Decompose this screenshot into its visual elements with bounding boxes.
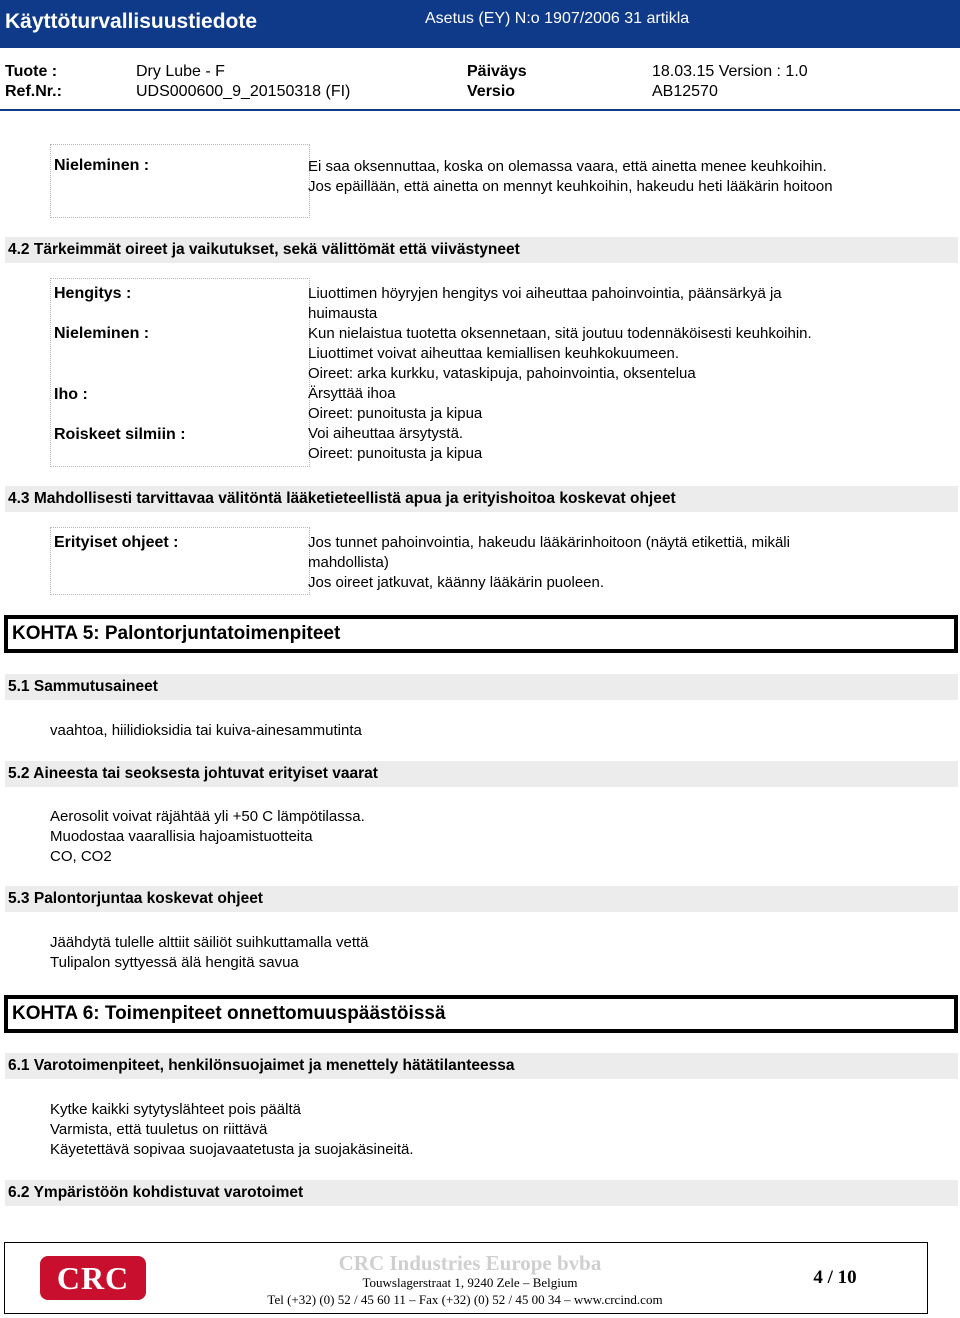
regulation-reference: Asetus (EY) N:o 1907/2006 31 artikla — [425, 10, 690, 27]
section-4-3-title: 4.3 Mahdollisesti tarvittavaa välitöntä lääketieteellistä apua ja erityishoitoa koskevat ohjeet — [5, 486, 958, 512]
crc-logo — [40, 1256, 146, 1300]
personal-precautions-text — [50, 1100, 414, 1160]
text-line: Liuottimet voivat aiheuttaa kemiallisen keuhkokuumeen. — [308, 345, 680, 362]
header-divider — [0, 109, 960, 111]
label-eyes: Roiskeet silmiin : — [54, 426, 186, 443]
version-value: AB12570 — [652, 83, 718, 100]
section-6-2-title: 6.2 Ympäristöön kohdistuvat varotoimet — [5, 1180, 958, 1206]
date-label: Päiväys — [467, 63, 527, 80]
text-line: Ei saa oksennuttaa, koska on olemassa vaara, että ainetta menee keuhkoihin. — [308, 158, 827, 175]
text-line: Käyetettävä sopivaa suojavaatetusta ja suojakäsineitä. — [50, 1141, 414, 1158]
text-line: Jos tunnet pahoinvointia, hakeudu lääkärinhoitoon (näytä etikettiä, mikäli — [308, 534, 790, 551]
text-line: Ärsyttää ihoa — [308, 385, 396, 402]
ref-value: UDS000600_9_20150318 (FI) — [136, 83, 351, 100]
text-line: Kun nielaistua tuotetta oksennetaan, sitä joutuu todennäköisesti keuhkoihin. — [308, 325, 812, 342]
text-line: Jos epäillään, että ainetta on mennyt keuhkoihin, hakeudu heti lääkärin hoitoon — [308, 178, 833, 195]
text-line: Aerosolit voivat räjähtää yli +50 C lämpötilassa. — [50, 808, 365, 825]
page-number: 4 / 10 — [813, 1267, 857, 1288]
section-5-1-title: 5.1 Sammutusaineet — [5, 674, 958, 700]
section-4-2-title: 4.2 Tärkeimmät oireet ja vaikutukset, sekä välittömät että viivästyneet — [5, 237, 958, 263]
text-line: Liuottimen höyryjen hengitys voi aiheuttaa pahoinvointia, päänsärkyä ja — [308, 285, 782, 302]
section-5-2-title: 5.2 Aineesta tai seoksesta johtuvat erityiset vaarat — [5, 761, 958, 787]
section-5-heading: KOHTA 5: Palontorjuntatoimenpiteet — [4, 615, 958, 653]
swallow-text — [308, 157, 948, 197]
ref-label: Ref.Nr.: — [5, 83, 62, 100]
product-label: Tuote : — [5, 63, 58, 80]
swallow-label: Nieleminen : — [54, 157, 150, 174]
text-line: Voi aiheuttaa ärsytystä. — [308, 425, 464, 442]
footer-address: Touwslagerstraat 1, 9240 Zele – Belgium — [362, 1275, 578, 1290]
section-5-3-title: 5.3 Palontorjuntaa koskevat ohjeet — [5, 886, 958, 912]
document-title: Käyttöturvallisuustiedote — [5, 10, 258, 33]
firefighting-advice-text — [50, 933, 369, 973]
swallow-label-box — [50, 144, 310, 218]
text-line: CO, CO2 — [50, 848, 112, 865]
text-line: Oireet: punoitusta ja kipua — [308, 445, 483, 462]
text-line: Oireet: punoitusta ja kipua — [308, 405, 483, 422]
special-hazards-text — [50, 807, 365, 867]
label-skin: Iho : — [54, 386, 88, 403]
footer-company: CRC Industries Europe bvba — [338, 1251, 602, 1275]
text-line: Jäähdytä tulelle alttiit säiliöt suihkuttamalla vettä — [50, 934, 369, 951]
date-value: 18.03.15 Version : 1.0 — [652, 63, 808, 80]
version-label: Versio — [467, 83, 516, 100]
product-value: Dry Lube - F — [136, 63, 225, 80]
text-line: huimausta — [308, 305, 378, 322]
special-instructions-text — [308, 533, 948, 593]
section-6-1-title: 6.1 Varotoimenpiteet, henkilönsuojaimet ja menettely hätätilanteessa — [5, 1053, 958, 1079]
label-inhalation: Hengitys : — [54, 285, 132, 302]
symptoms-text — [308, 284, 948, 464]
text-line: Varmista, että tuuletus on riittävä — [50, 1121, 268, 1138]
special-instructions-label: Erityiset ohjeet : — [54, 534, 179, 551]
logo-text: CRC — [56, 1260, 130, 1296]
text-line: Muodostaa vaarallisia hajoamistuotteita — [50, 828, 313, 845]
text-line: Jos oireet jatkuvat, käänny lääkärin puoleen. — [308, 574, 605, 591]
footer-contact: Tel (+32) (0) 52 / 45 60 11 – Fax (+32) (0) 52 / 45 00 34 – www.crcind.com — [267, 1292, 663, 1307]
section-6-heading: KOHTA 6: Toimenpiteet onnettomuuspäästöissä — [4, 995, 958, 1033]
extinguishing-media-text: vaahtoa, hiilidioksidia tai kuiva-ainesammutinta — [50, 722, 362, 739]
text-line: Oireet: arka kurkku, vataskipuja, pahoinvointia, oksentelua — [308, 365, 696, 382]
text-line: Tulipalon syttyessä älä hengitä savua — [50, 954, 299, 971]
text-line: Kytke kaikki sytytyslähteet pois päältä — [50, 1101, 301, 1118]
text-line: mahdollista) — [308, 554, 389, 571]
label-ingestion: Nieleminen : — [54, 325, 150, 342]
